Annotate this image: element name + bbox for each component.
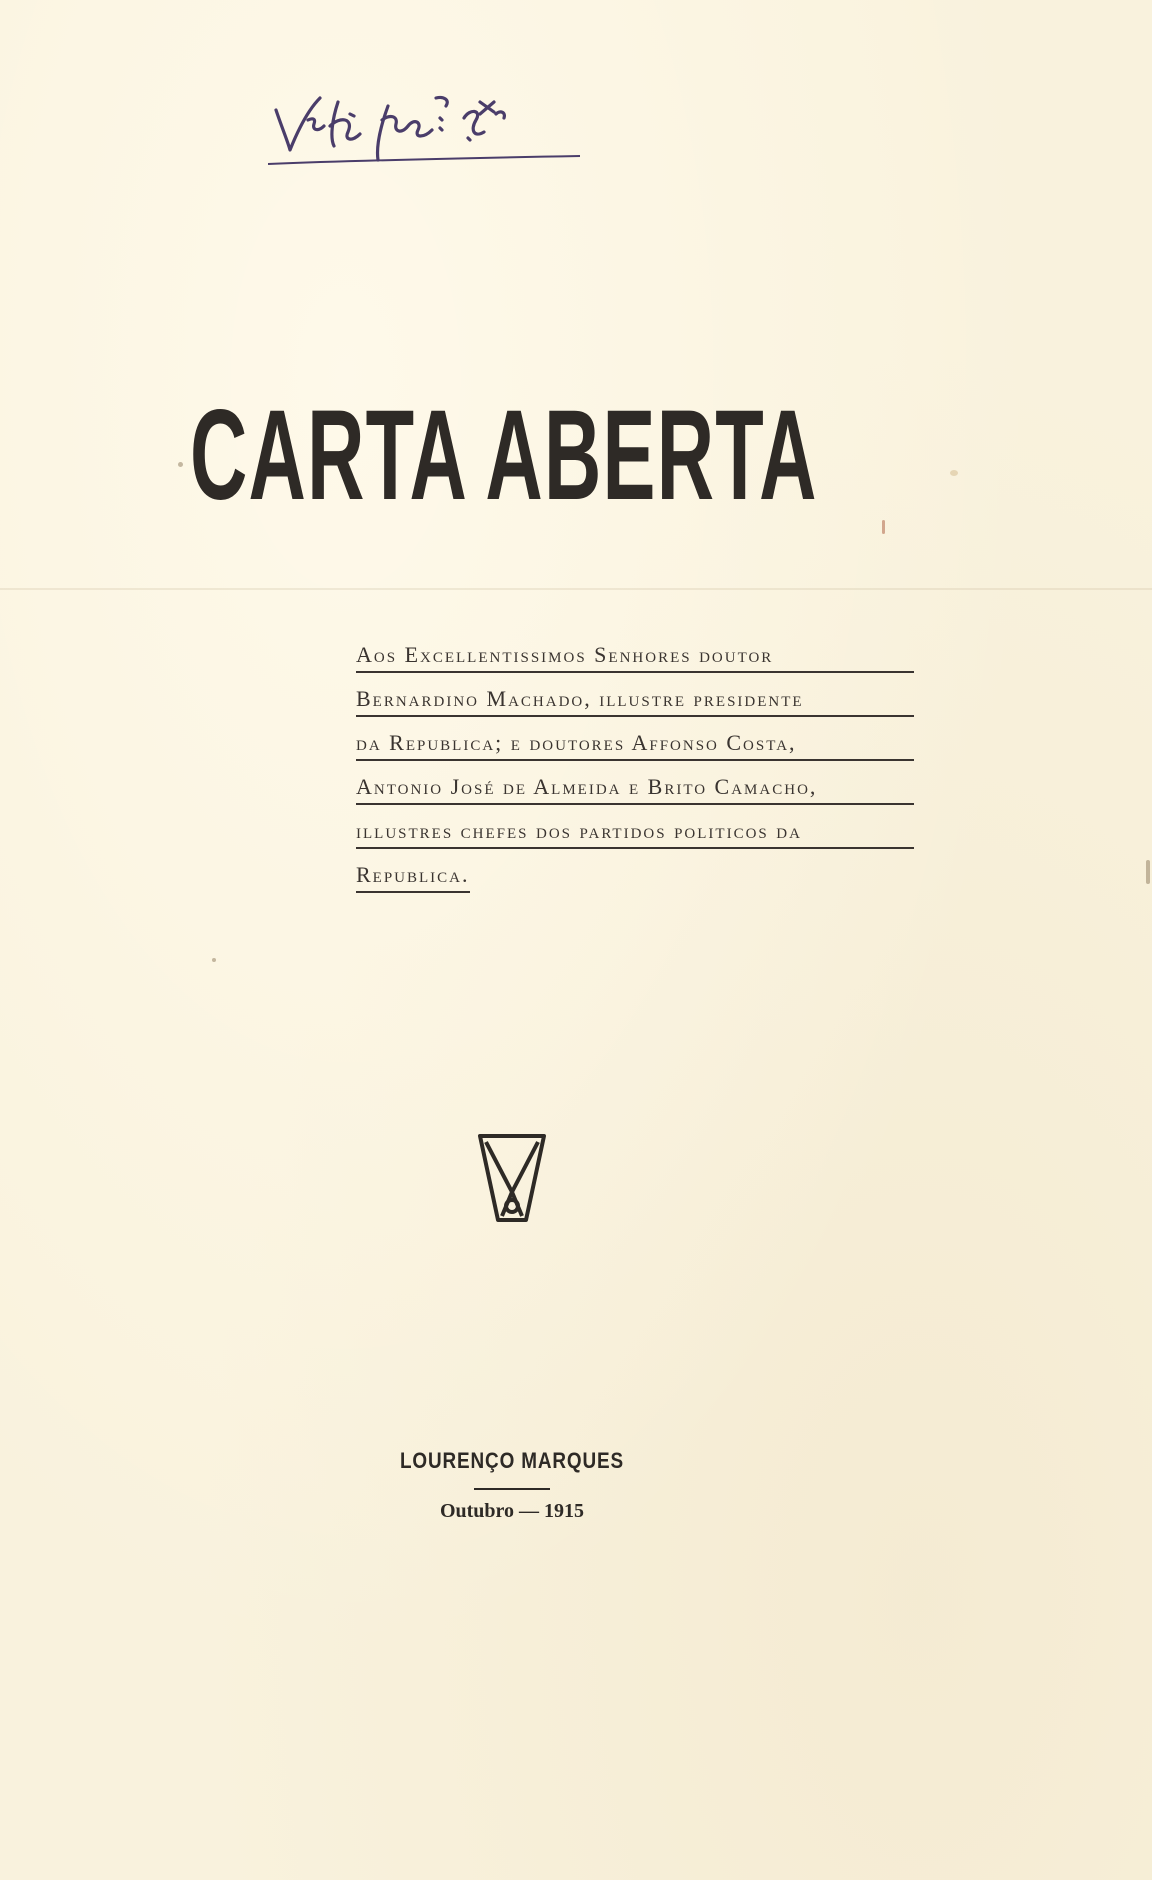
dedication-line-text: Antonio José de Almeida e Brito Camacho, xyxy=(356,772,914,805)
handwritten-note xyxy=(268,80,668,170)
imprint-rule xyxy=(474,1488,550,1490)
dedication-line xyxy=(356,816,916,860)
dedication-block xyxy=(356,640,916,904)
paper-speck xyxy=(212,958,216,962)
paper-speck xyxy=(950,470,958,476)
paper-speck xyxy=(1146,860,1150,884)
dedication-line-text: da Republica; e doutores Affonso Costa, xyxy=(356,728,914,761)
paper-speck xyxy=(178,462,183,467)
imprint-place: LOURENÇO MARQUES xyxy=(399,1448,624,1473)
paper-speck xyxy=(882,520,885,534)
imprint-date: Outubro — 1915 xyxy=(439,1500,585,1522)
dedication-line xyxy=(356,728,916,772)
dedication-line-text: illustres chefes dos partidos politicos da xyxy=(356,816,914,849)
dedication-line xyxy=(356,640,916,684)
document-title: CARTA ABERTA xyxy=(190,384,818,527)
publisher-monogram-icon xyxy=(476,1132,548,1224)
dedication-line xyxy=(356,684,916,728)
paper-fold-line xyxy=(0,588,1152,590)
dedication-line-text: Aos Excellentissimos Senhores doutor xyxy=(356,640,914,673)
dedication-line xyxy=(356,772,916,816)
dedication-line-text: Bernardino Machado, illustre presidente xyxy=(356,684,914,717)
dedication-line-text: Republica. xyxy=(356,860,470,893)
dedication-line xyxy=(356,860,916,904)
